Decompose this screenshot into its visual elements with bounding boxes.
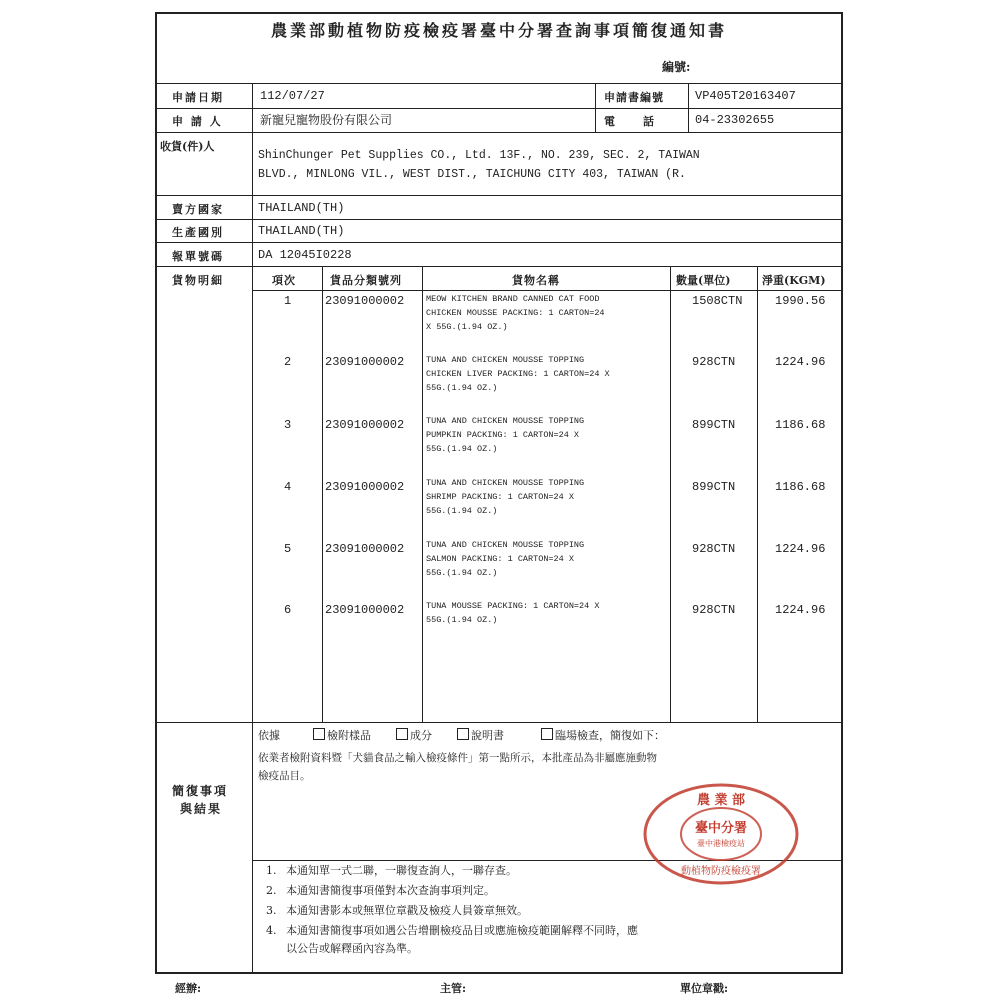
rule — [688, 83, 689, 132]
row-name-line: 55G.(1.94 OZ.) — [426, 383, 498, 393]
application-no-label: 申請書編號 — [604, 91, 664, 104]
seller-country-label: 賣方國家 — [172, 203, 224, 216]
rule — [155, 108, 843, 109]
row-code: 23091000002 — [325, 542, 405, 556]
row-name-line: TUNA MOUSSE PACKING: 1 CARTON=24 X — [426, 601, 600, 611]
row-code: 23091000002 — [325, 603, 405, 617]
label-column-divider — [252, 83, 253, 974]
col-header-name: 貨物名稱 — [512, 274, 560, 287]
declaration-label: 報單號碼 — [172, 250, 224, 263]
row-name-line: 55G.(1.94 OZ.) — [426, 568, 498, 578]
row-weight: 1224.96 — [775, 355, 826, 369]
origin-value: THAILAND(TH) — [258, 224, 345, 238]
footer-supervisor: 主管: — [440, 982, 467, 995]
consignee-line-1: ShinChunger Pet Supplies CO., Ltd. 13F., NO. 239, SEC. 2, TAIWAN — [258, 149, 700, 162]
basis-option-ingredient: 成分 — [410, 729, 432, 742]
row-name-line: TUNA AND CHICKEN MOUSSE TOPPING — [426, 478, 585, 488]
row-qty: 899CTN — [692, 418, 736, 432]
note-text: 本通知書影本或無單位章戳及檢疫人員簽章無效。 — [286, 904, 528, 917]
basis-option-inspection: 臨場檢查，簡復如下： — [555, 729, 665, 742]
footer-unit-seal: 單位章戳: — [680, 982, 729, 995]
row-name-line: TUNA AND CHICKEN MOUSSE TOPPING — [426, 416, 585, 426]
note-text-continued: 以公告或解釋函內容為準。 — [286, 942, 418, 955]
row-code: 23091000002 — [325, 355, 405, 369]
note-number: 1. — [266, 864, 277, 877]
serial-label: 編號: — [662, 60, 691, 74]
table-col-divider — [322, 266, 323, 722]
row-no: 6 — [284, 603, 292, 617]
row-name-line: 55G.(1.94 OZ.) — [426, 506, 498, 516]
row-qty: 928CTN — [692, 603, 736, 617]
checkbox-manual[interactable] — [457, 728, 469, 740]
application-date-value: 112/07/27 — [260, 89, 325, 103]
phone-label: 電 話 — [604, 115, 656, 128]
note-text: 本通知書簡復事項如遇公告增刪檢疫品目或應施檢疫範圍解釋不同時，應 — [286, 924, 638, 937]
note-number: 2. — [266, 884, 277, 897]
application-date-label: 申請日期 — [172, 91, 224, 104]
consignee-label: 收貨(件)人 — [160, 140, 215, 153]
seal-middle-text: 臺中分署 — [694, 821, 748, 836]
phone-value: 04-23302655 — [695, 113, 775, 127]
consignee-line-2: BLVD., MINLONG VIL., WEST DIST., TAICHUNG CITY 403, TAIWAN (R. — [258, 168, 686, 181]
row-qty: 928CTN — [692, 542, 736, 556]
row-name-line: MEOW KITCHEN BRAND CANNED CAT FOOD — [426, 294, 600, 304]
applicant-label: 申 請 人 — [172, 115, 223, 128]
row-weight: 1186.68 — [775, 418, 826, 432]
rule — [155, 195, 843, 196]
origin-label: 生產國別 — [172, 226, 224, 239]
seller-country-value: THAILAND(TH) — [258, 201, 345, 215]
applicant-value: 新寵兒寵物股份有限公司 — [260, 113, 393, 127]
footer-handler: 經辦: — [175, 982, 202, 995]
checkbox-ingredient[interactable] — [396, 728, 408, 740]
official-seal — [642, 782, 800, 886]
row-code: 23091000002 — [325, 294, 405, 308]
row-weight: 1224.96 — [775, 542, 826, 556]
row-no: 3 — [284, 418, 292, 432]
col-header-weight: 淨重(KGM) — [762, 274, 826, 287]
checkbox-sample[interactable] — [313, 728, 325, 740]
row-name-line: PUMPKIN PACKING: 1 CARTON=24 X — [426, 430, 580, 440]
note-number: 4. — [266, 924, 277, 937]
application-no-value: VP405T20163407 — [695, 89, 796, 103]
reply-text-line-1: 依業者檢附資料暨「犬貓食品之輸入檢疫條件」第一點所示，本批產品為非屬應施動物 — [258, 752, 657, 764]
row-name-line: CHICKEN MOUSSE PACKING: 1 CARTON=24 — [426, 308, 605, 318]
form-title: 農業部動植物防疫檢疫署臺中分署查詢事項簡復通知書 — [270, 21, 727, 40]
reply-text-line-2: 檢疫品目。 — [258, 770, 311, 782]
row-name-line: 55G.(1.94 OZ.) — [426, 444, 498, 454]
row-no: 1 — [284, 294, 292, 308]
rule — [252, 290, 843, 291]
rule — [155, 132, 843, 133]
row-qty: 928CTN — [692, 355, 736, 369]
seal-inner-text: 臺中港檢疫站 — [697, 839, 745, 848]
col-header-code: 貨品分類號列 — [330, 274, 402, 287]
row-code: 23091000002 — [325, 418, 405, 432]
seal-bottom-text: 動植物防疫檢疫署 — [681, 866, 761, 877]
row-code: 23091000002 — [325, 480, 405, 494]
row-name-line: 55G.(1.94 OZ.) — [426, 615, 498, 625]
col-header-qty: 數量(單位) — [676, 274, 731, 287]
basis-label: 依據 — [258, 729, 280, 742]
basis-option-sample: 檢附樣品 — [327, 729, 371, 742]
row-name-line: CHICKEN LIVER PACKING: 1 CARTON=24 X — [426, 369, 610, 379]
row-name-line: SALMON PACKING: 1 CARTON=24 X — [426, 554, 574, 564]
rule — [155, 219, 843, 220]
row-name-line: TUNA AND CHICKEN MOUSSE TOPPING — [426, 540, 585, 550]
row-name-line: TUNA AND CHICKEN MOUSSE TOPPING — [426, 355, 585, 365]
row-no: 5 — [284, 542, 292, 556]
note-number: 3. — [266, 904, 277, 917]
row-no: 4 — [284, 480, 292, 494]
basis-option-manual: 說明書 — [471, 729, 504, 742]
table-col-divider — [670, 266, 671, 722]
note-text: 本通知單一式二聯，一聯復查詢人，一聯存查。 — [286, 864, 517, 877]
reply-label-1: 簡復事項 — [172, 784, 229, 798]
checkbox-inspection[interactable] — [541, 728, 553, 740]
seal-top-text: 農 業 部 — [696, 793, 746, 808]
basis-row — [258, 728, 665, 743]
table-col-divider — [422, 266, 423, 722]
declaration-value: DA 12045I0228 — [258, 248, 352, 262]
rule — [155, 722, 843, 723]
reply-label-2: 與結果 — [180, 802, 223, 816]
row-weight: 1224.96 — [775, 603, 826, 617]
row-weight: 1990.56 — [775, 294, 826, 308]
rule — [155, 266, 843, 267]
col-header-no: 項次 — [272, 274, 296, 287]
rule — [155, 83, 843, 84]
goods-label: 貨物明細 — [172, 274, 224, 287]
note-text: 本通知書簡復事項僅對本次查詢事項判定。 — [286, 884, 495, 897]
row-qty: 899CTN — [692, 480, 736, 494]
row-name-line: SHRIMP PACKING: 1 CARTON=24 X — [426, 492, 574, 502]
row-no: 2 — [284, 355, 292, 369]
row-name-line: X 55G.(1.94 OZ.) — [426, 322, 508, 332]
row-weight: 1186.68 — [775, 480, 826, 494]
rule — [155, 242, 843, 243]
row-qty: 1508CTN — [692, 294, 743, 308]
table-col-divider — [757, 266, 758, 722]
rule — [595, 83, 596, 132]
